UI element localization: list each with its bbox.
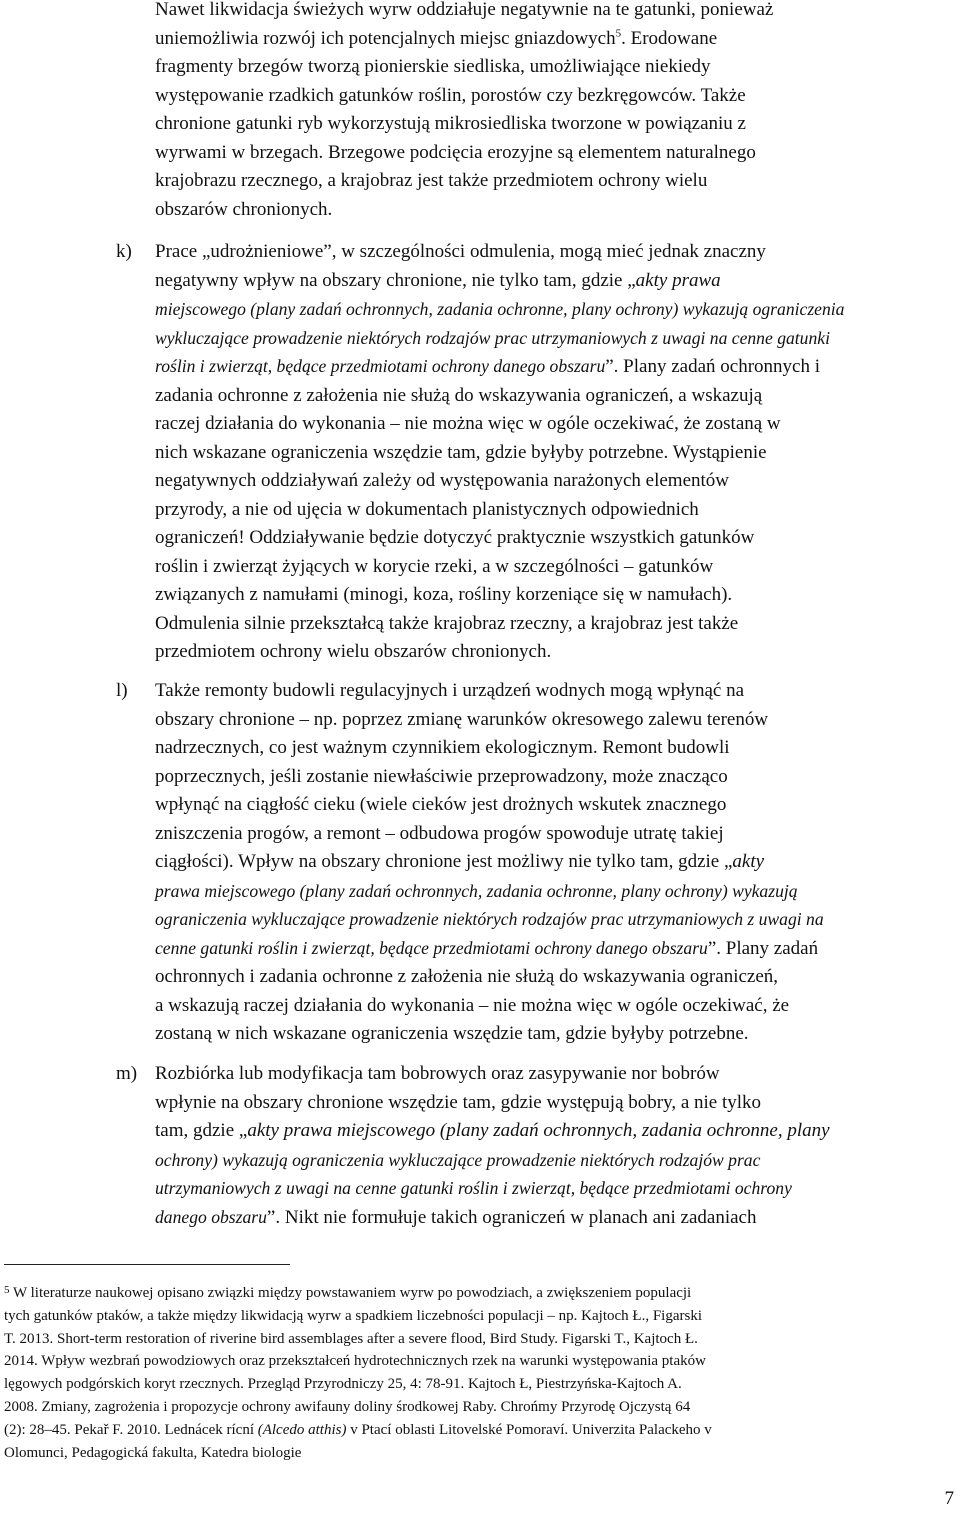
text-line: Nawet likwidacja świeżych wyrw oddziałuje negatywnie na te gatunki, ponieważ <box>155 0 774 20</box>
text-line: wykluczające prowadzenie niektórych rodzajów prac utrzymaniowych z uwagi na cenne gatunki <box>155 327 830 348</box>
text-line: związanych z namułami (minogi, koza, rośliny korzeniące się w namułach). <box>155 584 733 605</box>
list-item-label: k) <box>116 241 132 262</box>
text-line: krajobrazu rzecznego, a krajobraz jest także przedmiotem ochrony wielu <box>155 170 708 191</box>
text-line: przedmiotem ochrony wielu obszarów chronionych. <box>155 641 552 662</box>
page-number: 7 <box>944 1488 954 1509</box>
list-item-body <box>155 1060 955 1232</box>
text-line: tych gatunków ptaków, a także między likwidacją wyrw a spadkiem liczebności populacji – np. Kajtoch Ł., Figarski <box>4 1307 702 1324</box>
text-line: zniszczenia progów, a remont – odbudowa progów spowoduje utratę takiej <box>155 822 724 844</box>
text-line: danego obszaru”. Nikt nie formułuje takich ograniczeń w planach ani zadaniach <box>155 1206 757 1228</box>
text-line: ograniczenia wykluczające prowadzenie niektórych rodzajów prac utrzymaniowych z uwagi na <box>155 909 824 929</box>
text-line: obszary chronione – np. poprzez zmianę warunków okresowego zalewu terenów <box>155 708 769 730</box>
text-line: Prace „udrożnieniowe”, w szczególności odmulenia, mogą mieć jednak znaczny <box>155 241 766 262</box>
text-line: ochrony) wykazują ograniczenia wykluczające prowadzenie niektórych rodzajów prac <box>155 1149 761 1170</box>
text-line: występowanie rzadkich gatunków roślin, porostów czy bezkręgowców. Także <box>155 84 746 106</box>
text-line: roślin i zwierząt, będące przedmiotami ochrony danego obszaru”. Plany zadań ochronnych i <box>155 356 820 377</box>
text-line: uniemożliwia rozwój ich potencjalnych miejsc gniazdowych$^5$. Erodowane <box>155 27 718 49</box>
text-line: Rozbiórka lub modyfikacja tam bobrowych oraz zasypywanie nor bobrów <box>155 1063 720 1084</box>
text-line: Odmulenia silnie przekształcą także krajobraz rzeczny, a krajobraz jest także <box>155 612 739 634</box>
text-line: zadania ochronne z założenia nie służą do wskazywania ograniczeń, a wskazują <box>155 384 763 406</box>
text-line: poprzecznych, jeśli zostanie niewłaściwie przeprowadzony, może znacząco <box>155 765 728 787</box>
text-line: a wskazują raczej działania do wykonania – nie można więc w ogóle oczekiwać, że <box>155 994 790 1016</box>
text-line: wyrwami w brzegach. Brzegowe podcięcia erozyjne są elementem naturalnego <box>155 141 756 163</box>
text-line: cenne gatunki roślin i zwierząt, będące przedmiotami ochrony danego obszaru”. Plany zadań <box>155 937 819 959</box>
list-item-label: m) <box>116 1063 138 1084</box>
text-line: roślin i zwierząt żyjących w korycie rzeki, a w szczególności – gatunków <box>155 555 714 577</box>
text-line: tam, gdzie „akty prawa miejscowego (plany zadań ochronnych, zadania ochronne, plany <box>155 1120 830 1141</box>
text-line: utrzymaniowych z uwagi na cenne gatunki roślin i zwierząt, będące przedmiotami ochrony <box>155 1178 792 1198</box>
text-line: Olomunci, Pedagogická fakulta, Katedra biologie <box>4 1444 302 1461</box>
text-line: fragmenty brzegów tworzą pionierskie siedliska, umożliwiające niekiedy <box>155 56 711 77</box>
text-line: chronione gatunki ryb wykorzystują mikrosiedliska tworzone w powiązaniu z <box>155 113 746 134</box>
footnote <box>4 1282 954 1464</box>
text-line: 2014. Wpływ wezbrań powodziowych oraz przekształceń hydrotechnicznych rzek na warunki występowania ptaków <box>4 1353 706 1370</box>
text-line: 2008. Zmiany, zagrożenia i propozycje ochrony awifauny doliny środkowej Raby. Chrońmy Przyrodę Ojczystą 64 <box>4 1398 691 1415</box>
text-line: $^5$ W literaturze naukowej opisano związki między powstawaniem wyrw po powodziach, a zwiększeniem populacji <box>4 1284 692 1301</box>
text-line: negatywnych oddziaływań zależy od występowania narażonych elementów <box>155 470 729 491</box>
text-line: ochronnych i zadania ochronne z założenia nie służą do wskazywania ograniczeń, <box>155 966 779 987</box>
text-line: zostaną w nich wskazane ograniczenia wszędzie tam, gdzie byłyby potrzebne. <box>155 1023 749 1044</box>
list-item-body <box>155 238 955 667</box>
footnote-separator <box>4 1264 290 1265</box>
text-line: Także remonty budowli regulacyjnych i urządzeń wodnych mogą wpłynąć na <box>155 680 745 701</box>
text-line: negatywny wpływ na obszary chronione, nie tylko tam, gdzie „akty prawa <box>155 269 721 291</box>
text-line: miejscowego (plany zadań ochronnych, zadania ochronne, plany ochrony) wykazują ograniczenia <box>155 299 845 319</box>
footnote-reference: 5 <box>615 27 622 40</box>
list-item-label: l) <box>116 680 128 701</box>
text-line: prawa miejscowego (plany zadań ochronnych, zadania ochronne, plany ochrony) wykazują <box>155 880 798 901</box>
text-line: lęgowych podgórskich koryt rzecznych. Przegląd Przyrodniczy 25, 4: 78-91. Kajtoch Ł, Piestrzyńska-Kajtoch A. <box>4 1376 682 1393</box>
text-line: wpłynąć na ciągłość cieku (wiele cieków jest drożnych wskutek znacznego <box>155 794 727 815</box>
text-line: nich wskazane ograniczenia wszędzie tam, gdzie byłyby potrzebne. Wystąpienie <box>155 441 767 463</box>
text-line: przyrody, a nie od ujęcia w dokumentach planistycznych odpowiednich <box>155 498 699 520</box>
text-line: ciągłości). Wpływ na obszary chronione jest możliwy nie tylko tam, gdzie „akty <box>155 851 765 872</box>
list-item-body <box>155 677 955 1049</box>
text-line: T. 2013. Short-term restoration of riverine bird assemblages after a severe flood, Bird Study. Figarski T., Kajtoch Ł. <box>4 1330 698 1347</box>
text-line: nadrzecznych, co jest ważnym czynnikiem ekologicznym. Remont budowli <box>155 737 730 758</box>
text-line: ograniczeń! Oddziaływanie będzie dotyczyć praktycznie wszystkich gatunków <box>155 527 755 548</box>
continuation-paragraph <box>155 0 945 224</box>
text-line: (2): 28–45. Pekař F. 2010. Lednácek rícní (Alcedo atthis) v Ptací oblasti Litovelské Pomoraví. Univerzita Palackeho v <box>4 1421 712 1438</box>
text-line: wpłynie na obszary chronione wszędzie tam, gdzie występują bobry, a nie tylko <box>155 1091 762 1113</box>
text-line: raczej działania do wykonania – nie można więc w ogóle oczekiwać, że zostaną w <box>155 413 781 434</box>
text-line: obszarów chronionych. <box>155 198 333 220</box>
footnote-mark: 5 <box>4 1284 10 1296</box>
